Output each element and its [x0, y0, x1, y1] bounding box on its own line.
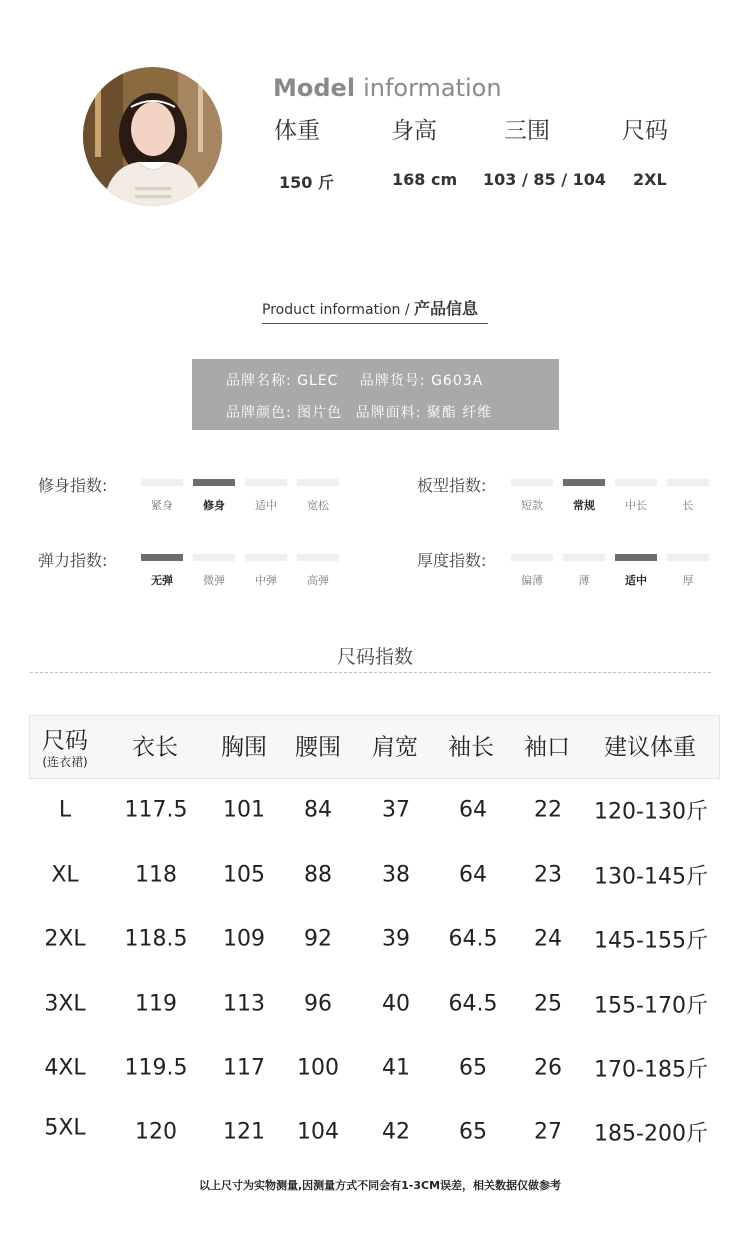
index-option-length-2: 中长 [625, 499, 647, 512]
product-info-heading-en: Product information / [262, 302, 410, 318]
index-option-length-1: 常规 [573, 499, 595, 512]
product-info-underline [262, 323, 488, 324]
size-table-cell: 27 [534, 1119, 562, 1145]
size-table-cell: 4XL [44, 1055, 86, 1081]
index-option-elastic-0: 无弹 [151, 574, 173, 587]
size-table-cell: 24 [534, 926, 562, 952]
measurement-note: 以上尺寸为实物测量,因测量方式不同会有1-3CM误差，相关数据仅做参考 [198, 1179, 562, 1192]
index-bar-elastic-0 [141, 554, 183, 561]
size-table-cell: 64.5 [448, 991, 498, 1017]
size-table-cell: 104 [297, 1119, 339, 1145]
color-value: 图片色 [297, 405, 343, 421]
size-table-cell: 42 [382, 1119, 410, 1145]
size-table-cell: 5XL [44, 1115, 86, 1141]
index-option-thickness-1: 薄 [578, 574, 590, 587]
size-table-cell: 38 [382, 862, 410, 888]
model-photo [83, 67, 222, 206]
size-table-cell: 41 [382, 1055, 410, 1081]
size-table-cell: 64 [459, 797, 487, 823]
size-table-cell: 100 [297, 1055, 339, 1081]
model-value-weight: 150 斤 [279, 173, 334, 192]
size-header-sublabel: (连衣裙) [42, 755, 88, 769]
size-table-cell: 26 [534, 1055, 562, 1081]
size-table-cell: 25 [534, 991, 562, 1017]
index-bar-fit-0 [141, 479, 183, 486]
sku-value: G603A [431, 373, 484, 389]
size-table-cell: 118.5 [124, 926, 188, 952]
size-table-header-size [42, 727, 88, 769]
size-table-cell: 84 [304, 797, 332, 823]
size-table-cell: 39 [382, 926, 410, 952]
size-table-cell: 120 [135, 1119, 177, 1145]
size-header-label: 尺码 [42, 728, 88, 754]
index-label-elastic: 弹力指数: [38, 551, 108, 570]
index-option-elastic-3: 高弹 [307, 574, 329, 587]
size-table-cell: L [58, 797, 72, 823]
index-bar-fit-2 [245, 479, 287, 486]
index-bar-thickness-0 [511, 554, 553, 561]
model-label-height: 身高 [391, 118, 437, 144]
size-table-header-cell: 衣长 [132, 734, 178, 761]
index-bar-thickness-2 [615, 554, 657, 561]
index-option-elastic-2: 中弹 [255, 574, 277, 587]
index-bar-fit-3 [297, 479, 339, 486]
size-table-cell: 118 [135, 862, 177, 888]
product-info-row-2 [226, 402, 492, 422]
size-table-cell: 37 [382, 797, 410, 823]
index-label-length: 板型指数: [417, 476, 487, 495]
size-table-cell: 113 [223, 991, 265, 1017]
size-table-cell: 145-155斤 [594, 928, 708, 954]
size-table-header-cell: 袖口 [524, 734, 570, 761]
size-table-cell: 121 [223, 1119, 265, 1145]
model-portrait-image [83, 67, 222, 206]
sku-label: 品牌货号: [359, 373, 426, 389]
size-table-cell: 65 [459, 1119, 487, 1145]
size-chart-title: 尺码指数 [336, 646, 413, 668]
size-table-cell: 88 [304, 862, 332, 888]
size-table-header-cell: 建议体重 [604, 734, 696, 761]
size-table-cell: 185-200斤 [594, 1121, 708, 1147]
size-table-cell: 23 [534, 862, 562, 888]
index-option-fit-2: 适中 [255, 499, 277, 512]
index-bar-elastic-3 [297, 554, 339, 561]
model-value-size: 2XL [633, 170, 667, 189]
index-option-length-0: 短款 [521, 499, 543, 512]
model-value-measurements: 103 / 85 / 104 [483, 170, 607, 189]
model-info-title-light: information [363, 74, 502, 102]
size-table-cell: 130-145斤 [594, 864, 708, 890]
index-bar-elastic-1 [193, 554, 235, 561]
index-option-fit-0: 紧身 [151, 499, 173, 512]
size-table-cell: 117.5 [124, 797, 188, 823]
size-table-cell: 117 [223, 1055, 265, 1081]
size-table-cell: 3XL [44, 991, 86, 1017]
index-bar-elastic-2 [245, 554, 287, 561]
index-option-elastic-1: 微弹 [203, 574, 225, 587]
size-table-cell: 105 [223, 862, 265, 888]
size-table-cell: XL [51, 862, 79, 888]
model-info-title [273, 74, 502, 102]
product-info-box [192, 359, 559, 430]
product-info-heading-cn: 产品信息 [414, 299, 479, 318]
color-label: 品牌颜色: [226, 405, 292, 421]
model-info-title-bold: Model [273, 74, 356, 102]
model-label-size: 尺码 [622, 118, 668, 144]
size-table-cell: 40 [382, 991, 410, 1017]
size-table-cell: 101 [223, 797, 265, 823]
size-table-cell: 109 [223, 926, 265, 952]
product-info-heading [262, 296, 478, 319]
index-bar-thickness-1 [563, 554, 605, 561]
size-table-header-cell: 腰围 [295, 734, 341, 761]
index-option-length-3: 长 [682, 499, 694, 512]
size-table-header-cell: 肩宽 [372, 734, 418, 761]
index-bar-length-3 [667, 479, 709, 486]
size-table-cell: 64 [459, 862, 487, 888]
size-chart-divider [30, 672, 711, 673]
index-bar-length-2 [615, 479, 657, 486]
index-option-fit-1: 修身 [203, 499, 225, 512]
size-table-cell: 64.5 [448, 926, 498, 952]
fabric-value: 聚酯 纤维 [426, 405, 493, 421]
size-table-header-cell: 袖长 [448, 734, 494, 761]
index-bar-length-1 [563, 479, 605, 486]
index-option-fit-3: 宽松 [307, 499, 329, 512]
size-table-cell: 92 [304, 926, 332, 952]
size-table-cell: 2XL [44, 926, 86, 952]
brand-name-value: GLEC [297, 373, 339, 389]
model-value-height: 168 cm [392, 170, 458, 189]
size-table-cell: 170-185斤 [594, 1057, 708, 1083]
index-option-thickness-3: 厚 [682, 574, 694, 587]
index-bar-length-0 [511, 479, 553, 486]
size-table-cell: 119 [135, 991, 177, 1017]
index-bar-thickness-3 [667, 554, 709, 561]
index-option-thickness-2: 适中 [625, 574, 647, 587]
fabric-label: 品牌面料: [355, 405, 422, 421]
size-table-cell: 155-170斤 [594, 993, 708, 1019]
index-option-thickness-0: 偏薄 [521, 574, 543, 587]
product-info-row-1 [226, 370, 483, 390]
index-label-thickness: 厚度指数: [417, 551, 487, 570]
size-table-cell: 120-130斤 [594, 799, 708, 825]
size-table-header-cell: 胸围 [221, 734, 267, 761]
model-label-weight: 体重 [274, 118, 320, 144]
size-table-cell: 96 [304, 991, 332, 1017]
size-table-cell: 65 [459, 1055, 487, 1081]
brand-name-label: 品牌名称: [226, 373, 292, 389]
model-label-measurements: 三围 [504, 118, 550, 144]
size-table-cell: 22 [534, 797, 562, 823]
size-table-cell: 119.5 [124, 1055, 188, 1081]
index-label-fit: 修身指数: [38, 476, 108, 495]
index-bar-fit-1 [193, 479, 235, 486]
